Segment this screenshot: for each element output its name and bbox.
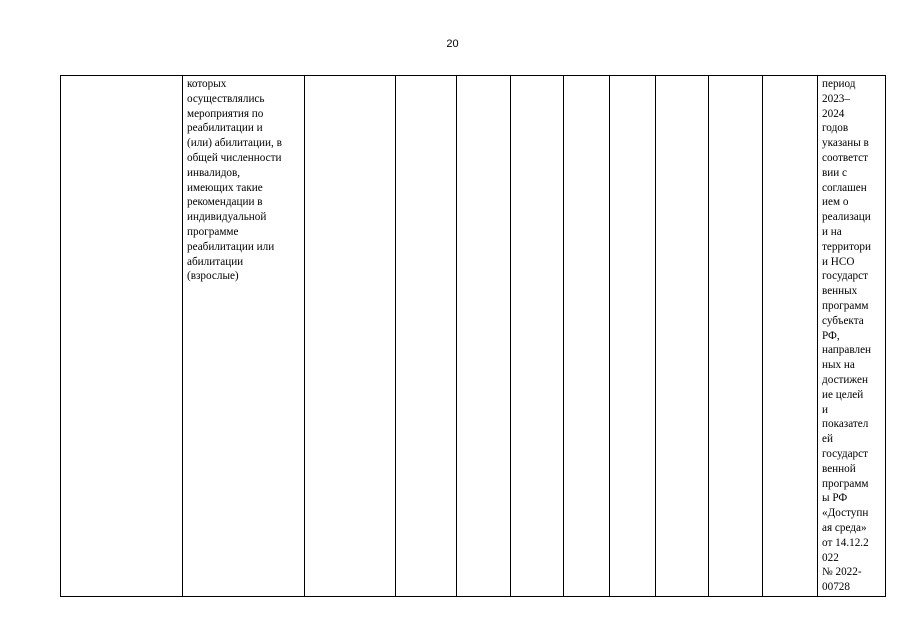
indicators-table bbox=[60, 75, 886, 597]
table-cell-note bbox=[818, 76, 886, 597]
table-cell-empty bbox=[61, 76, 183, 597]
page-number: 20 bbox=[446, 38, 459, 50]
table-cell-empty bbox=[564, 76, 610, 597]
table-cell-empty bbox=[457, 76, 511, 597]
table-cell-empty bbox=[610, 76, 656, 597]
table-cell-empty bbox=[656, 76, 709, 597]
table-cell-empty bbox=[709, 76, 763, 597]
table-cell-empty bbox=[305, 76, 396, 597]
table-cell-empty bbox=[763, 76, 818, 597]
table-cell-empty bbox=[396, 76, 457, 597]
indicator-text: которых осуществлялись мероприятия по реабилитации и (или) абилитации, в общей численности инвалидов, имеющих такие рекомендации в индивидуальной программе реабилитации или абилитации (взрослые) bbox=[187, 78, 282, 283]
table-cell-indicator bbox=[183, 76, 305, 597]
table-row bbox=[61, 76, 886, 597]
table-cell-empty bbox=[511, 76, 564, 597]
note-text: период 2023– 2024 годов указаны в соответст вии с соглашен ием о реализаци и на террито​ри и НСО государст венных программ субъекта РФ, направлен ных на достижен ие целей и показател ей государст венной программ ы РФ «Доступн ая среда» от 14.12.2 022 № 2022- 00728 bbox=[822, 78, 872, 594]
